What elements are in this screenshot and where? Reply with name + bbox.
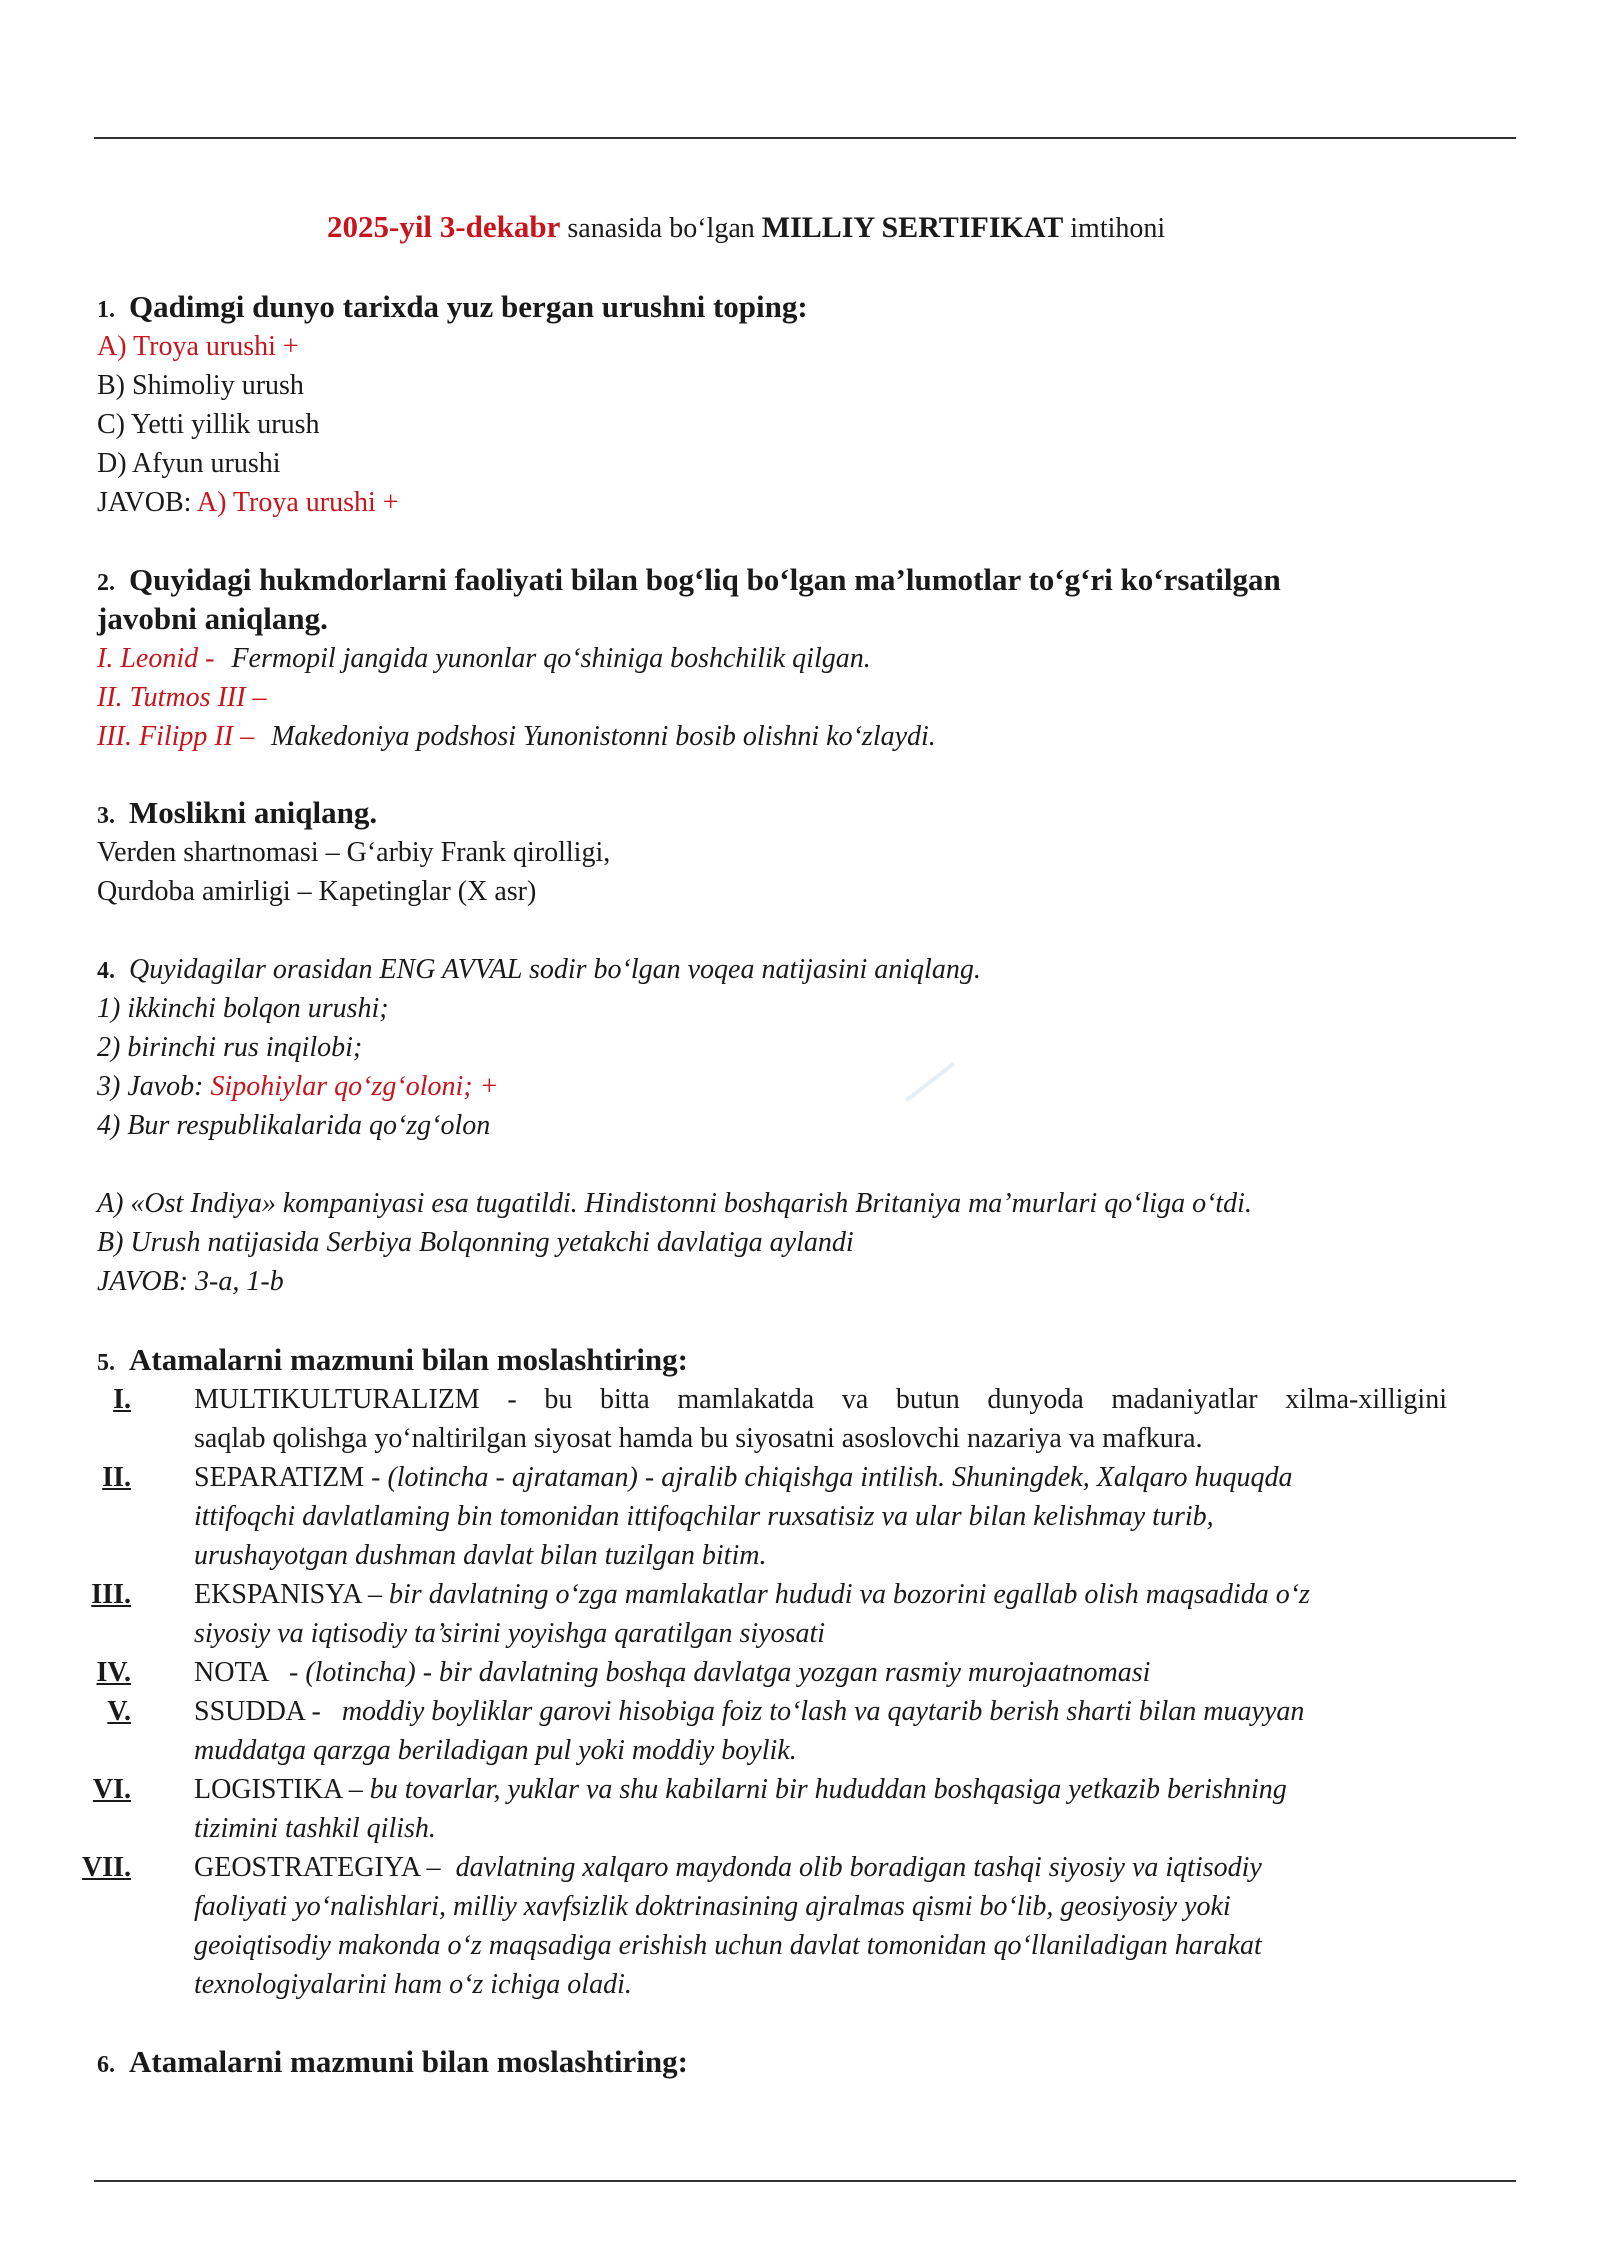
term-line [194,1576,1310,1614]
question-6-heading [97,2043,688,2084]
question-text: Quyidagi hukmdorlarni faoliyati bilan bog‘liq bo‘lgan ma’lumotlar to‘g‘ri ko‘rsatilgan [129,562,1281,597]
question-number: 5. [97,1350,115,1376]
q4-option-2: 2) birinchi rus inqilobi; [97,1032,363,1063]
question-number: 3. [97,803,115,829]
q3-line-2: Qurdoba amirligi – Kapetinglar (X asr) [97,876,537,907]
exam-name: MILLIY SERTIFIKAT [761,211,1064,244]
term-line: muddatga qarzga beriladigan pul yoki moddiy boylik. [194,1735,797,1766]
term-desc: bir davlatning o‘zga mamlakatlar hududi va bozorini egallab olish maqsadida o‘z [389,1579,1310,1610]
q1-answer [97,484,399,522]
q4-result-a: A) «Ost Indiya» kompaniyasi esa tugatildi. Hindistonni boshqarish Britaniya ma’murlari qo‘liga o‘tdi. [97,1188,1252,1219]
term-line: siyosiy va iqtisodiy ta’sirini yoyishga qaratilgan siyosati [194,1618,826,1649]
term-numeral: II. [102,1462,131,1493]
term-desc: (lotincha - ajrataman) - ajralib chiqishga intilish. Shuningdek, Xalqaro huquqda [387,1462,1293,1493]
term-desc: (lotincha) - bir davlatning boshqa davlatga yozgan rasmiy murojaatnomasi [305,1657,1151,1688]
question-4-heading [97,951,981,990]
question-number: 6. [97,2052,115,2078]
term-line: ittifoqchi davlatlaming bin tomonidan ittifoqchilar ruxsatisiz va ular bilan kelishmay turib, [194,1501,1214,1532]
term-line [194,1381,1447,1419]
answer-value: A) Troya urushi + [196,487,399,518]
term-line [194,1771,1287,1809]
term-desc: bu tovarlar, yuklar va shu kabilarni bir hududdan boshqasiga yetkazib berishning [369,1774,1287,1805]
q2-item-i [97,640,871,678]
term-desc: davlatning xalqaro maydonda olib boradigan tashqi siyosiy va iqtisodiy [455,1852,1262,1883]
q4-option-1: 1) ikkinchi bolqon urushi; [97,993,389,1024]
term-numeral: III. [91,1579,131,1610]
term-numeral: IV. [96,1657,131,1688]
term-line: geoiqtisodiy makonda o‘z maqsadiga erishish uchun davlat tomonidan qo‘llaniladigan harakat [194,1930,1262,1961]
ruler-desc: Fermopil jangida yunonlar qo‘shiniga boshchilik qilgan. [231,643,871,674]
option-answer: Sipohiylar qo‘zg‘oloni; + [210,1071,499,1102]
term-line: urushayotgan dushman davlat bilan tuzilgan bitim. [194,1540,767,1571]
term-numeral: I. [113,1384,131,1415]
question-2-heading [97,561,1281,602]
question-text: Moslikni aniqlang. [129,795,378,830]
question-5-heading [97,1341,688,1382]
q1-option-b: B) Shimoliy urush [97,370,304,401]
question-number: 1. [97,297,115,323]
header-mid: sanasida bo‘lgan [567,213,755,244]
q1-option-c: C) Yetti yillik urush [97,409,320,440]
term-numeral: VI. [92,1774,131,1805]
term-name: NOTA - [194,1657,299,1688]
term-numeral: VII. [81,1852,131,1883]
bottom-rule [94,2180,1516,2182]
q4-option-4: 4) Bur respublikalarida qo‘zg‘olon [97,1110,491,1141]
term-line [194,1459,1292,1497]
question-text: Atamalarni mazmuni bilan moslashtiring: [129,2044,688,2079]
ruler-name: I. Leonid - [97,643,215,674]
watermark-mark [905,1062,955,1102]
term-line [194,1654,1150,1692]
term-name: MULTIKULTURALIZM - [194,1384,517,1415]
question-text: Atamalarni mazmuni bilan moslashtiring: [129,1342,688,1377]
q4-option-3 [97,1068,499,1106]
q2-item-ii: II. Tutmos III – [97,682,267,713]
term-line [194,1849,1262,1887]
q1-option-a: A) Troya urushi + [97,331,299,362]
term-line: texnologiyalarini ham o‘z ichiga oladi. [194,1969,632,2000]
q4-answer: JAVOB: 3-a, 1-b [97,1266,284,1297]
question-3-heading [97,794,377,835]
term-name: SSUDDA - [194,1696,321,1727]
q2-item-iii [97,718,936,756]
answer-label: JAVOB: [97,487,192,518]
term-line: faoliyati yo‘nalishlari, milliy xavfsizlik doktrinasining ajralmas qismi bo‘lib, geosiyosiy yoki [194,1891,1231,1922]
term-line: tizimini tashkil qilish. [194,1813,436,1844]
question-number: 2. [97,570,115,596]
term-name: LOGISTIKA – [194,1774,363,1805]
q1-option-d: D) Afyun urushi [97,448,281,479]
exam-date: 2025-yil 3-dekabr [327,209,561,244]
q3-line-1: Verden shartnomasi – G‘arbiy Frank qirolligi, [97,837,611,868]
option-prefix: 3) Javob: [97,1071,204,1102]
term-name: GEOSTRATEGIYA – [194,1852,441,1883]
top-rule [94,137,1516,139]
header-tail: imtihoni [1070,213,1166,244]
term-numeral: V. [107,1696,131,1727]
ruler-name: III. Filipp II – [97,721,255,752]
question-2-heading-cont: javobni aniqlang. [97,601,328,636]
question-text: Qadimgi dunyo tarixda yuz bergan urushni toping: [129,289,808,324]
term-line: saqlab qolishga yo‘naltirilgan siyosat hamda bu siyosatni asoslovchi nazariya va mafkura. [194,1423,1203,1454]
term-desc: bu bitta mamlakatda va butun dunyoda madaniyatlar xilma-xilligini [544,1384,1447,1415]
question-text: Quyidagilar orasidan ENG AVVAL sodir bo‘lgan voqea natijasini aniqlang. [129,954,981,985]
question-number: 4. [97,958,115,984]
term-name: EKSPANISYA – [194,1579,383,1610]
document-header [327,208,1165,248]
q4-result-b: B) Urush natijasida Serbiya Bolqonning yetakchi davlatiga aylandi [97,1227,854,1258]
term-line [194,1693,1304,1731]
term-name: SEPARATIZM - [194,1462,381,1493]
term-desc: moddiy boyliklar garovi hisobiga foiz to‘lash va qaytarib berish sharti bilan muayyan [341,1696,1305,1727]
ruler-desc: Makedoniya podshosi Yunonistonni bosib olishni ko‘zlaydi. [271,721,936,752]
question-1-heading [97,288,808,329]
